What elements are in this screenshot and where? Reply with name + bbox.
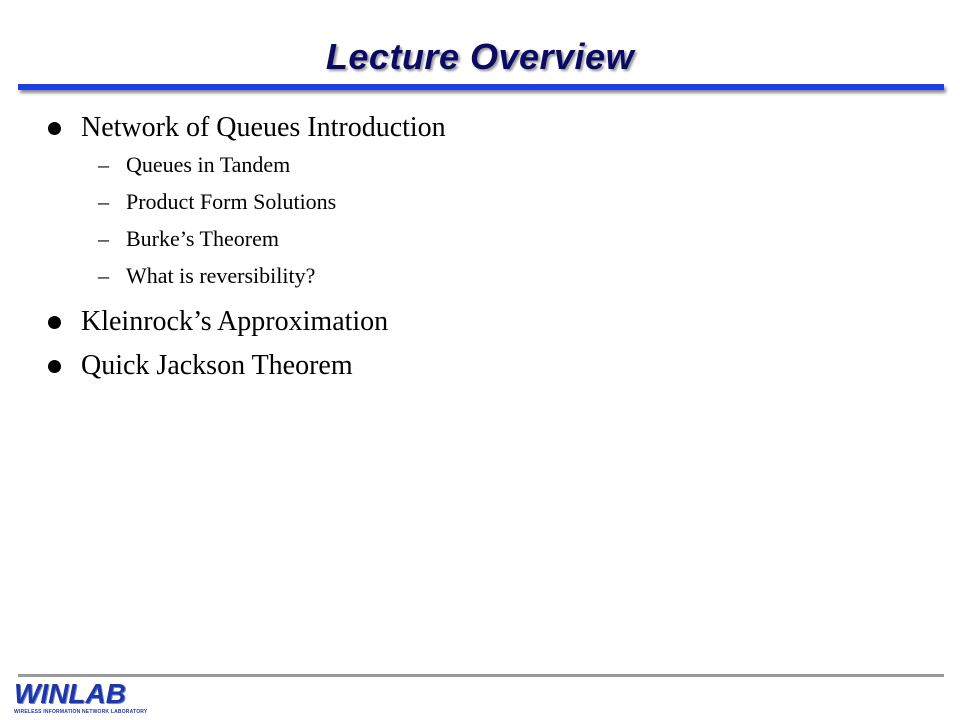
bullet-item <box>48 112 446 144</box>
bullet-text: Kleinrock’s Approximation <box>81 306 389 337</box>
logo-wordmark: WINLAB <box>14 678 126 709</box>
subbullet-item <box>98 226 279 252</box>
winlab-logo <box>14 680 156 716</box>
subbullet-dash: – <box>98 226 109 251</box>
subbullet-text: What is reversibility? <box>126 263 316 288</box>
bullet-dot-icon <box>48 316 61 329</box>
title-underline <box>18 84 944 90</box>
bullet-item <box>48 350 353 382</box>
bullet-text: Network of Queues Introduction <box>81 112 446 143</box>
subbullet-text: Queues in Tandem <box>126 152 291 177</box>
slide-title: Lecture Overview <box>325 36 635 77</box>
subbullet-dash: – <box>98 152 109 177</box>
logo-subtitle: WIRELESS INFORMATION NETWORK LABORATORY <box>14 709 148 715</box>
subbullet-item <box>98 189 336 215</box>
subbullet-dash: – <box>98 263 109 288</box>
bullet-dot-icon <box>48 122 61 135</box>
subbullet-text: Burke’s Theorem <box>126 226 279 251</box>
bullet-text: Quick Jackson Theorem <box>81 350 353 381</box>
subbullet-dash: – <box>98 189 109 214</box>
subbullet-text: Product Form Solutions <box>126 189 337 214</box>
footer-divider <box>18 674 944 677</box>
subbullet-item <box>98 152 290 178</box>
bullet-dot-icon <box>48 360 61 373</box>
bullet-item <box>48 306 388 338</box>
subbullet-item <box>98 263 315 289</box>
